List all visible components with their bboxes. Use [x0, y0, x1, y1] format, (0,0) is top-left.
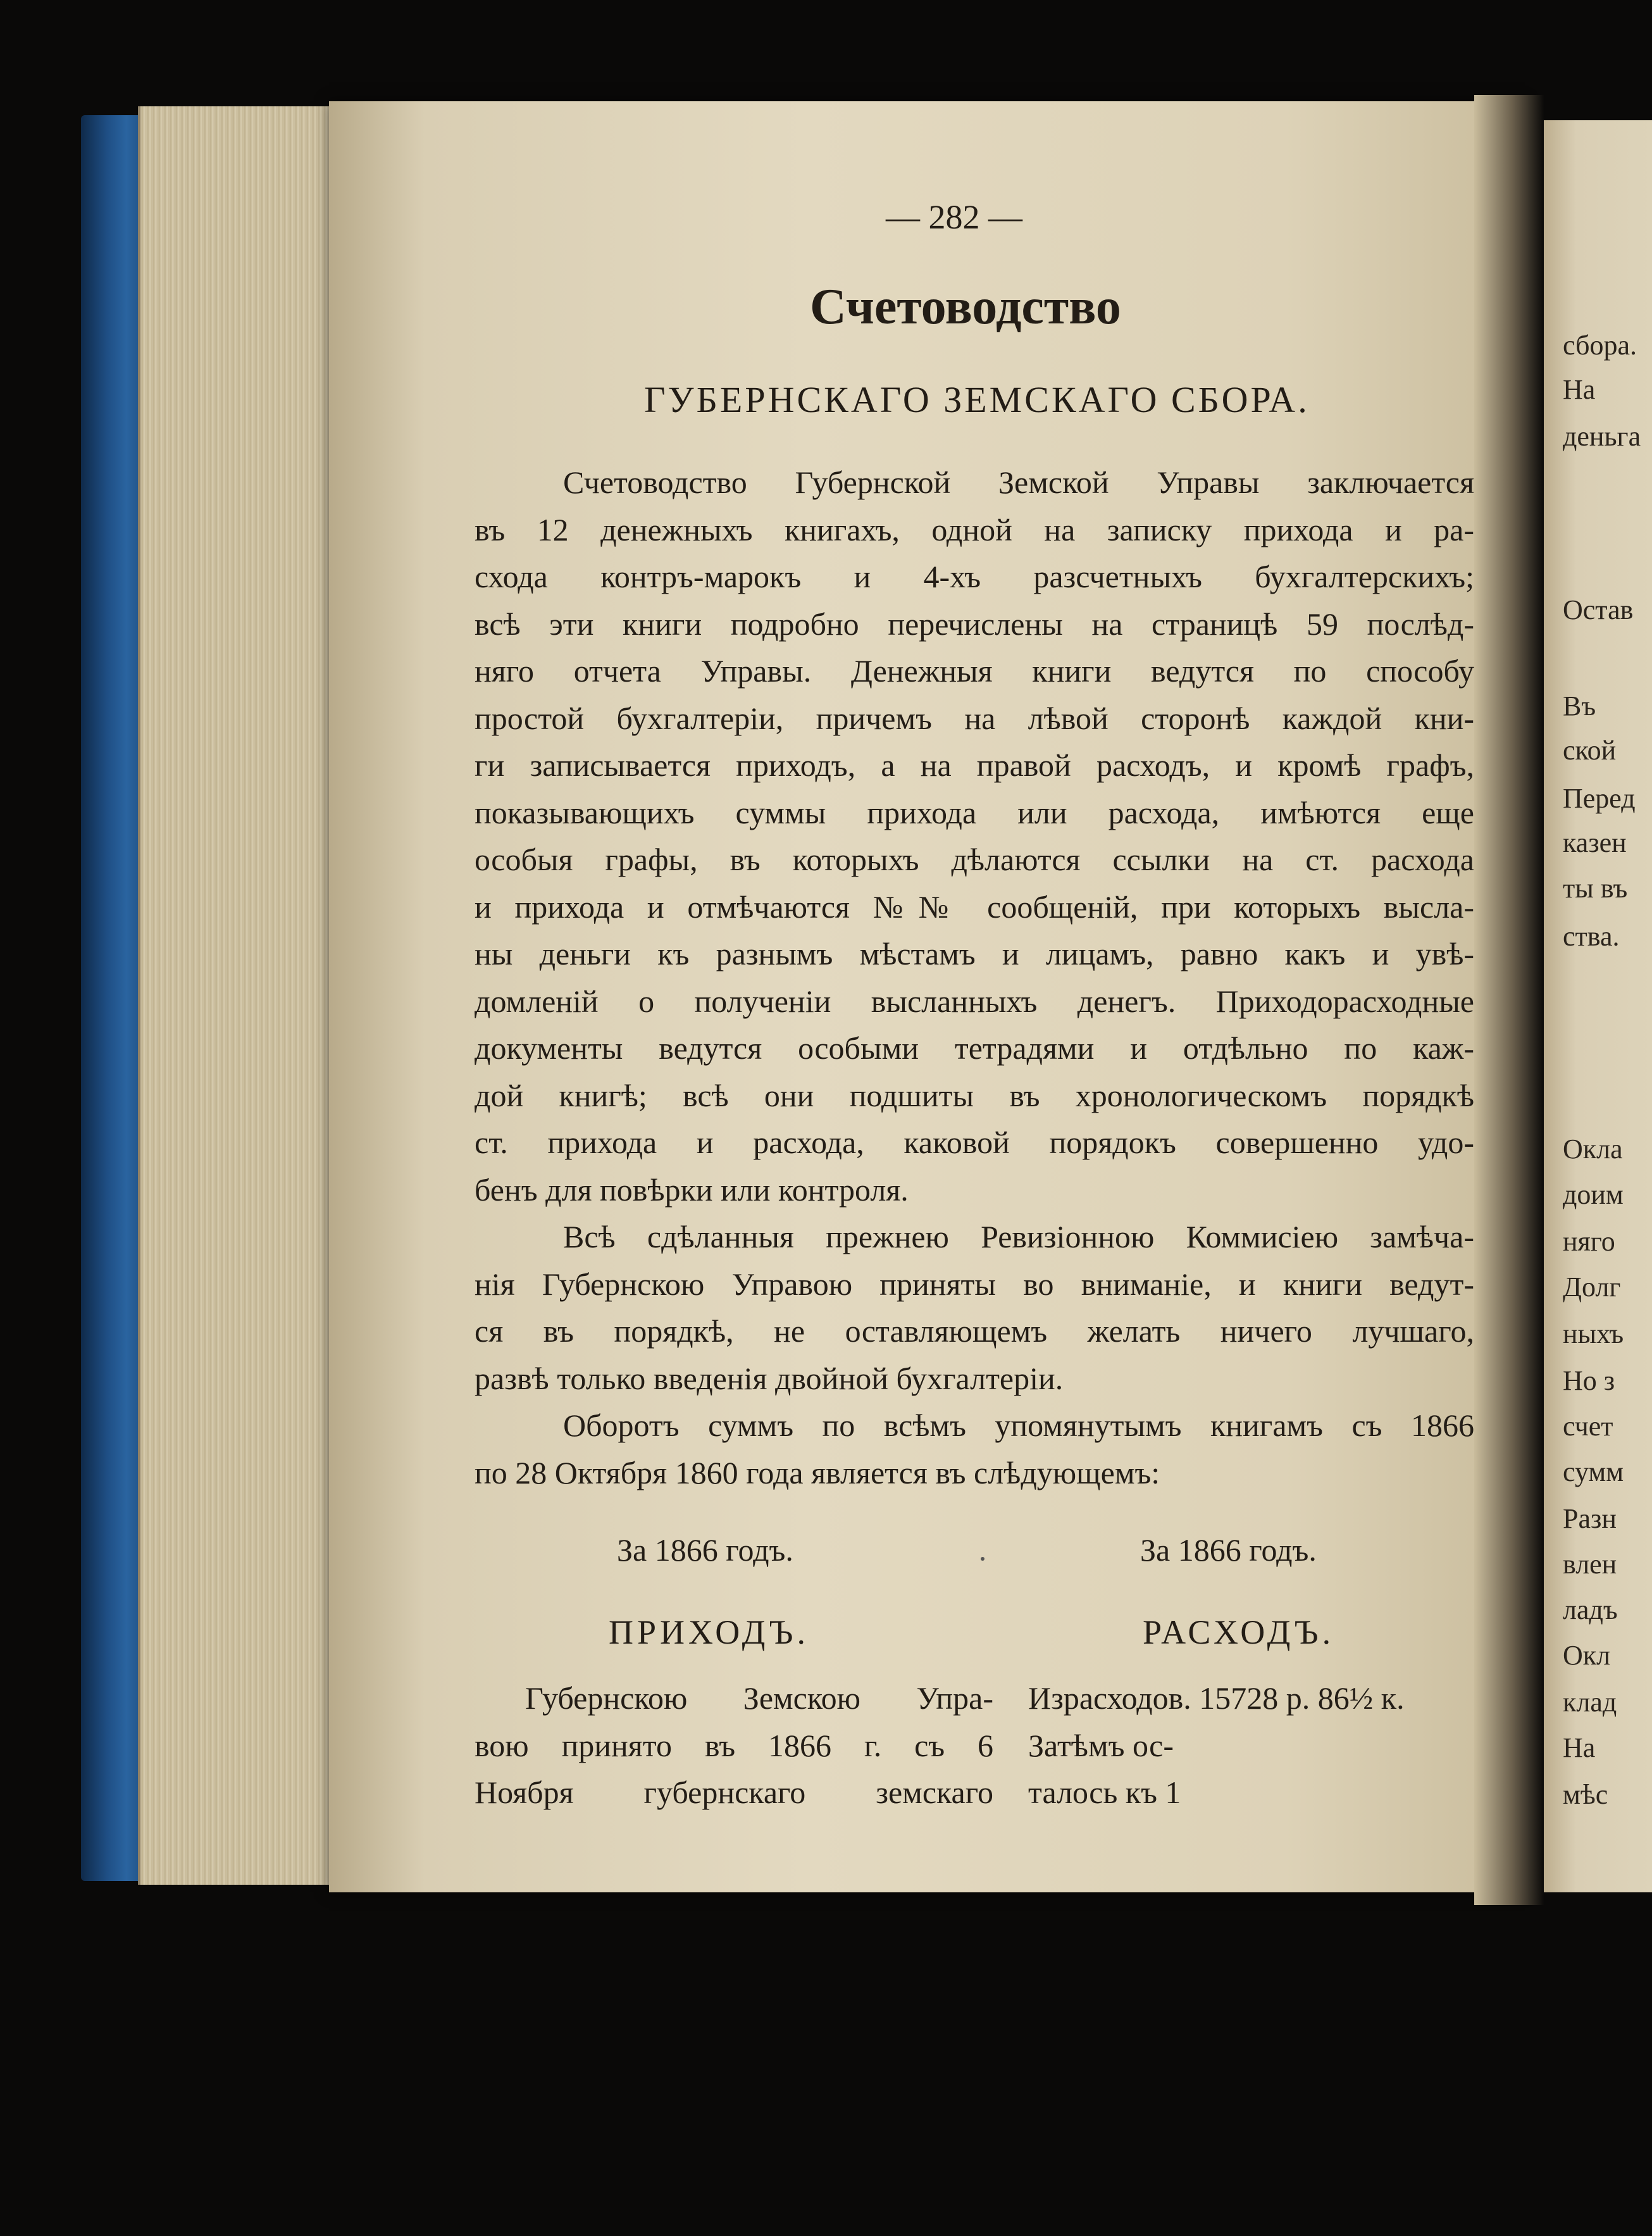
text-line: развѣ только введенія двойной бухгалтеріи.: [475, 1360, 1064, 1396]
next-page-text: доим: [1563, 1179, 1624, 1210]
next-page-text: влен: [1563, 1549, 1617, 1580]
income-column: [475, 1675, 993, 1816]
text-line: Ноября губернскаго земскаго: [475, 1775, 993, 1810]
text-line: ст. прихода и расхода, каковой порядокъ совершенно удо-: [475, 1125, 1474, 1160]
next-page-text: На: [1563, 374, 1596, 405]
text-line: и прихода и отмѣчаются №№ сообщеній, при которыхъ высла-: [475, 889, 1474, 925]
next-page: [1544, 120, 1652, 1892]
text-line: дой книгѣ; всѣ они подшиты въ хронологическомъ порядкѣ: [475, 1077, 1474, 1113]
book-gutter: [1474, 95, 1544, 1905]
next-page-text: Окла: [1563, 1134, 1623, 1165]
text-line: домленій о полученіи высланныхъ денегъ. Приходорасходные: [475, 983, 1474, 1019]
text-line: особыя графы, въ которыхъ дѣлаются ссылки на ст. расхода: [475, 842, 1474, 877]
right-column-year: За 1866 годъ.: [1140, 1532, 1317, 1568]
paragraph-block: [475, 459, 1474, 1496]
next-page-text: Перед: [1563, 783, 1636, 814]
next-page-text: деньга: [1563, 421, 1641, 452]
text-line: нія Губернскою Управою приняты во вниманіе, и книги ведут-: [475, 1266, 1474, 1302]
page-title: Счетоводство: [810, 279, 1121, 335]
text-line: въ 12 денежныхъ книгахъ, одной на записку прихода и ра-: [475, 511, 1474, 547]
text-line: всѣ эти книги подробно перечислены на страницѣ 59 послѣд-: [475, 606, 1474, 642]
next-page-text: клад: [1563, 1687, 1617, 1718]
expense-heading: РАСХОДЪ.: [1143, 1613, 1335, 1651]
text-line: простой бухгалтеріи, причемъ на лѣвой сторонѣ каждой кни-: [475, 700, 1474, 736]
next-page-text: ладъ: [1563, 1594, 1618, 1625]
text-line: бенъ для повѣрки или контроля.: [475, 1171, 909, 1208]
next-page-text: Окл: [1563, 1640, 1611, 1671]
next-page-text: ныхъ: [1563, 1318, 1624, 1349]
next-page-text: Разн: [1563, 1503, 1617, 1534]
text-line: показывающихъ суммы прихода или расхода, имѣются еще: [475, 794, 1474, 830]
text-line: Губернскою Земскою Упра-: [525, 1680, 993, 1716]
next-page-text: Но з: [1563, 1365, 1615, 1396]
text-line: Оборотъ суммъ по всѣмъ упомянутымъ книгамъ съ 1866: [563, 1408, 1474, 1443]
next-page-text: На: [1563, 1732, 1596, 1763]
next-page-text: счет: [1563, 1411, 1613, 1442]
center-dot: [981, 1557, 984, 1561]
page-edges: [138, 106, 343, 1885]
next-page-text: сбора.: [1563, 330, 1637, 361]
left-column-year: За 1866 годъ.: [617, 1532, 793, 1568]
text-line: вою принято въ 1866 г. съ 6: [475, 1727, 993, 1763]
next-page-text: ской: [1563, 735, 1617, 766]
text-line: Затѣмъ ос-: [1028, 1727, 1174, 1763]
text-line: Счетоводство Губернской Земской Управы заключается: [563, 465, 1474, 500]
next-page-text: Остав: [1563, 594, 1634, 625]
page-number: — 282 —: [886, 198, 1022, 236]
text-line: по 28 Октября 1860 года является въ слѣдующемъ:: [475, 1454, 1160, 1490]
text-line: Всѣ сдѣланныя прежнею Ревизіонною Коммисіею замѣча-: [563, 1219, 1474, 1254]
next-page-text: ты въ: [1563, 873, 1628, 904]
text-line: ся въ порядкѣ, не оставляющемъ желать ничего лучшаго,: [475, 1313, 1474, 1349]
text-line: ны деньги къ разнымъ мѣстамъ и лицамъ, равно какъ и увѣ-: [475, 936, 1474, 971]
text-line: Израсходов. 15728 р. 86½ к.: [1028, 1680, 1405, 1716]
next-page-text: сумм: [1563, 1456, 1624, 1487]
next-page-text: ства.: [1563, 921, 1620, 952]
next-page-text: Въ: [1563, 690, 1596, 721]
next-page-text: Долг: [1563, 1271, 1621, 1302]
text-line: ги записывается приходъ, а на правой расходъ, и кромѣ графъ,: [475, 747, 1474, 783]
expense-column: [1028, 1675, 1484, 1816]
text-line: схода контръ-марокъ и 4-хъ разсчетныхъ бухгалтерскихъ;: [475, 559, 1474, 594]
text-line: талось къ 1: [1028, 1775, 1181, 1810]
income-heading: ПРИХОДЪ.: [609, 1613, 810, 1651]
text-line: документы ведутся особыми тетрадями и отдѣльно по каж-: [475, 1030, 1474, 1066]
text-line: няго отчета Управы. Денежныя книги ведутся по способу: [475, 653, 1474, 689]
next-page-text: мѣс: [1563, 1779, 1608, 1810]
page-subtitle: ГУБЕРНСКАГО ЗЕМСКАГО СБОРА.: [644, 379, 1310, 420]
next-page-text: казен: [1563, 827, 1627, 858]
next-page-text: няго: [1563, 1226, 1615, 1257]
